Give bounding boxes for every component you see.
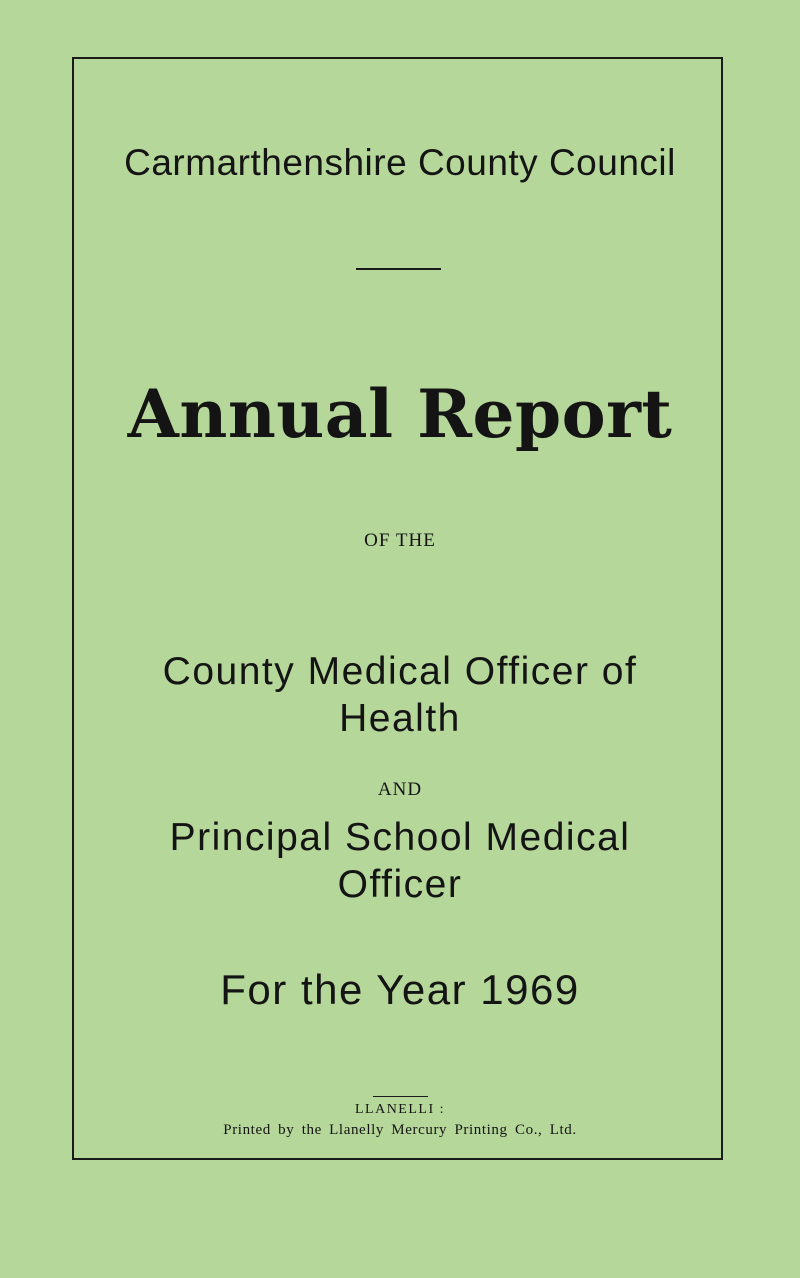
council-name: Carmarthenshire County Council <box>124 142 676 183</box>
report-year: For the Year 1969 <box>220 966 580 1013</box>
printer-credit: Printed by the Llanelly Mercury Printing Co., Ltd. <box>223 1122 577 1138</box>
of-the-label: OF THE <box>364 530 436 551</box>
school-officer-heading-line-2: Officer <box>337 863 463 906</box>
officer-heading-line-2: Health <box>339 697 461 740</box>
officer-heading-line-1: County Medical Officer of <box>162 650 638 693</box>
officer-heading <box>0 648 800 742</box>
divider-rule <box>356 268 441 270</box>
school-officer-heading <box>0 814 800 908</box>
report-title: Annual Report <box>127 375 673 453</box>
printer-place: LLANELLI : <box>354 1102 446 1117</box>
printer-divider-rule <box>373 1096 428 1097</box>
school-officer-heading-line-1: Principal School Medical <box>169 816 631 859</box>
and-label: AND <box>377 779 423 800</box>
